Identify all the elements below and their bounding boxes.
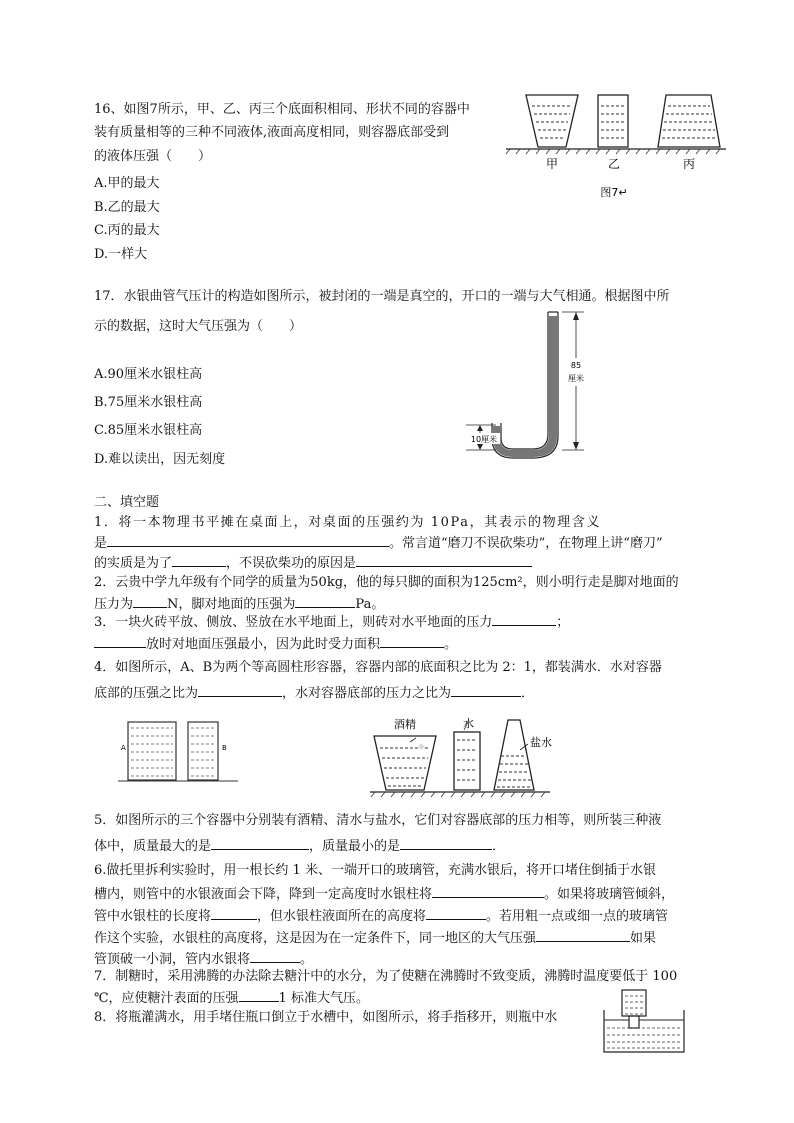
fill-q3-blank-2[interactable] <box>94 634 146 648</box>
q17-fig-10: 10厘米 <box>470 435 498 444</box>
fill-q2-blank-1[interactable] <box>133 594 167 608</box>
fig-ab-label-a: A <box>121 744 126 752</box>
fill-q2-line1: 2．云贵中学九年级有个同学的质量为50kg，他的每只脚的面积为125cm²，则小明行走是脚对地面的 <box>94 575 679 590</box>
fill-q5-text-c: ． <box>492 839 506 854</box>
fill-q6-blank-4[interactable] <box>536 928 630 942</box>
fill-q8-line1: 8．将瓶灌满水，用手堵住瓶口倒立于水槽中，如图所示，将手指移开，则瓶中水 <box>94 1010 558 1025</box>
q8-figure-bottle <box>600 988 690 1056</box>
fill-q6-blank-5[interactable] <box>250 949 300 963</box>
fill-q5-blank-1[interactable] <box>211 836 309 850</box>
fill-q6-line5 <box>94 949 313 969</box>
q16-option-c: C.丙的最大 <box>94 223 160 238</box>
fill-q6-blank-3[interactable] <box>426 906 486 920</box>
fill-q3-text-d: 。 <box>444 637 458 652</box>
fill-q6-text-g: 如果 <box>630 931 657 946</box>
fill-q7-text-b: 1 标准大气压。 <box>278 991 369 1006</box>
fill-q2-text-a: 压力为 <box>94 597 134 612</box>
fill-q6-blank-2[interactable] <box>211 906 257 920</box>
section2-title: 二、填空题 <box>94 495 160 510</box>
fill-q4-text-b: ，水对容器底部的压力之比为 <box>282 686 452 701</box>
fill-q5-line1: 5．如图所示的三个容器中分别装有酒精、清水与盐水，它们对容器底部的压力相等，则所装三种液 <box>94 813 662 828</box>
q16-option-d: D.一样大 <box>94 247 148 262</box>
q5-figure-liquids <box>370 716 570 798</box>
fill-q6-text-h: 管顶破一小洞，管内水银将 <box>94 952 251 967</box>
fill-q4-text-c: ． <box>521 686 535 701</box>
q16-option-a: A.甲的最大 <box>94 176 160 191</box>
fill-q7-line1: 7．制糖时，采用沸腾的办法除去糖汁中的水分，为了使糖在沸腾时不致变质，沸腾时温度要低于 100 <box>94 969 678 984</box>
fill-q6-line3 <box>94 906 668 926</box>
fill-q6-text-d: ，但水银柱液面所在的高度将 <box>257 909 427 924</box>
fill-q3-blank-1[interactable] <box>492 612 556 626</box>
fig7-label-jia: 甲 <box>545 157 559 171</box>
fill-q5-text-a: 体中，质量最大的是 <box>94 839 212 854</box>
fill-q4-line2 <box>94 683 534 703</box>
fill-q4-blank-1[interactable] <box>198 683 282 697</box>
q17-stem-line1: 17．水银曲管气压计的构造如图所示，被封闭的一端是真空的，开口的一端与大气相通。根据图中所 <box>94 289 670 304</box>
fill-q1-line2 <box>94 533 663 553</box>
fill-q1-text-b: 。常言道“磨刀不误砍柴功”，在物理上讲“磨刀” <box>389 536 663 551</box>
fig-liquid-water: 水 <box>463 717 474 730</box>
fig7-label-bing: 丙 <box>682 157 696 171</box>
q17-manometer-figure <box>466 308 606 458</box>
fill-q6-blank-1[interactable] <box>432 884 544 898</box>
q17-option-b: B.75厘米水银柱高 <box>94 395 203 410</box>
fill-q5-text-b: ，质量最小的是 <box>309 839 401 854</box>
fill-q7-blank-1[interactable] <box>239 988 279 1002</box>
fill-q6-text-i: 。 <box>300 952 314 967</box>
q16-stem-line2: 装有质量相等的三种不同液体,液面高度相同，则容器底部受到 <box>94 125 450 140</box>
q17-option-c: C.85厘米水银柱高 <box>94 423 203 438</box>
fill-q1-line1: 1．将一本物理书平摊在桌面上，对桌面的压强约为 10Pa，其表示的物理含义 <box>94 515 602 530</box>
fill-q2-text-b: N，脚对地面的压强为 <box>167 597 296 612</box>
fig-liquid-alcohol: 酒精 <box>394 718 416 731</box>
fill-q6-text-b: 。如果将玻璃管倾斜， <box>544 887 675 902</box>
fill-q6-line4 <box>94 928 656 948</box>
fill-q3-line1 <box>94 612 569 632</box>
watermark-1: ◆ <box>418 742 425 752</box>
q17-fig-85: 85 <box>570 361 582 370</box>
fill-q1-blank-1[interactable] <box>107 533 389 547</box>
fill-q4-line1: 4．如图所示，A、B为两个等高圆柱形容器，容器内部的底面积之比为 2：1，都装满水．水对容器 <box>94 660 662 675</box>
fill-q1-text-a: 是 <box>94 536 108 551</box>
fill-q3-text-b: ； <box>556 615 570 630</box>
q16-option-b: B.乙的最大 <box>94 200 160 215</box>
q16-figure-containers <box>506 92 736 202</box>
fill-q7-text-a: ℃，应使糖汁表面的压强 <box>94 991 239 1006</box>
q17-option-d: D.难以读出，因无刻度 <box>94 452 226 467</box>
fill-q4-blank-2[interactable] <box>451 683 521 697</box>
fill-q6-text-a: 槽内，则管中的水银液面会下降，降到一定高度时水银柱将 <box>94 887 433 902</box>
q4-figure-ab <box>118 720 248 786</box>
fill-q3-line2 <box>94 634 457 654</box>
fill-q3-blank-3[interactable] <box>380 634 444 648</box>
fill-q5-blank-2[interactable] <box>400 836 492 850</box>
fill-q6-text-c: 管中水银柱的长度将 <box>94 909 212 924</box>
q16-stem-line3: 的液体压强（ ） <box>94 149 212 164</box>
fill-q6-text-e: 。若用粗一点或细一点的玻璃管 <box>486 909 669 924</box>
fig-liquid-saltwater: 盐水 <box>530 736 552 749</box>
fill-q6-line2 <box>94 884 674 904</box>
fill-q1-text-c: 的实质是为了 <box>94 556 173 571</box>
fill-q1-line3 <box>94 553 532 573</box>
fill-q1-text-d: ，不误砍柴功的原因是 <box>226 556 357 571</box>
fill-q7-line2 <box>94 988 369 1008</box>
fill-q2-line2 <box>94 594 384 614</box>
fill-q4-text-a: 底部的压强之比为 <box>94 686 199 701</box>
fill-q6-text-f: 作这个实验，水银柱的高度将，这是因为在一定条件下，同一地区的大气压强 <box>94 931 537 946</box>
fig7-label-yi: 乙 <box>607 157 621 171</box>
fill-q1-blank-3[interactable] <box>356 553 532 567</box>
q17-option-a: A.90厘米水银柱高 <box>94 367 203 382</box>
fig-ab-label-b: B <box>222 744 227 752</box>
fill-q2-blank-2[interactable] <box>295 594 355 608</box>
q17-fig-85-unit: 厘米 <box>568 374 584 383</box>
q16-stem-line1: 16、如图7所示，甲、乙、丙三个底面积相同、形状不同的容器中 <box>94 102 470 117</box>
fill-q2-text-c: Pa。 <box>355 597 385 612</box>
q17-stem-line2: 示的数据，这时大气压强为（ ） <box>94 319 303 334</box>
fill-q3-text-a: 3．一块火砖平放、侧放、竖放在水平地面上，则砖对水平地面的压力 <box>94 615 493 630</box>
fill-q1-blank-2[interactable] <box>172 553 226 567</box>
fig7-caption: 图7↵ <box>600 186 628 199</box>
fill-q3-text-c: 放时对地面压强最小，因为此时受力面积 <box>146 637 381 652</box>
fill-q5-line2 <box>94 836 505 856</box>
fill-q6-line1: 6.做托里拆利实验时，用一根长约 1 米、一端开口的玻璃管，充满水银后，将开口堵住倒插于水银 <box>94 863 656 878</box>
